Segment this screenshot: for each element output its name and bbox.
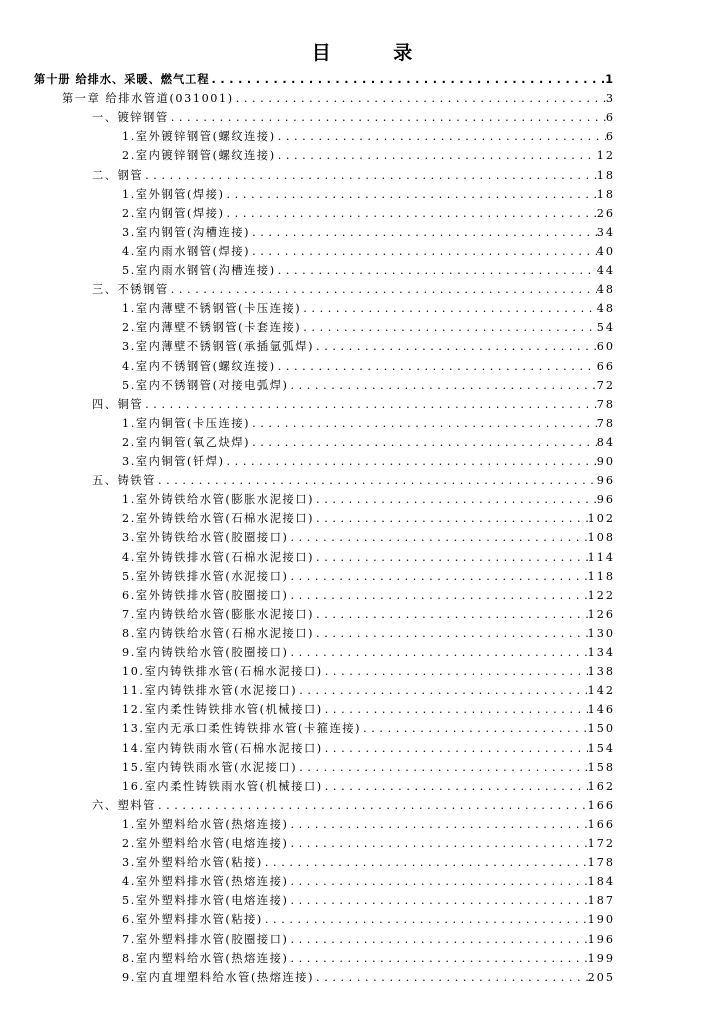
toc-item-entry <box>122 262 615 280</box>
toc-entry-page-number: 40 <box>596 244 615 258</box>
toc-entry-label: 5.室外铸铁排水管(水泥接口) <box>122 569 289 583</box>
toc-leader-dots <box>143 167 597 185</box>
toc-entry-page-number: 190 <box>587 913 615 927</box>
toc-leader-dots <box>156 797 588 815</box>
toc-entry-label: 10.室内铸铁排水管(石棉水泥接口) <box>122 665 323 679</box>
toc-entry-label: 16.室内柔性铸铁雨水管(机械接口) <box>122 779 323 793</box>
toc-item-entry <box>122 816 615 834</box>
toc-entry-page-number: 48 <box>596 283 615 297</box>
toc-leader-dots <box>250 415 597 433</box>
toc-entry-label: 8.室内铸铁给水管(石棉水泥接口) <box>122 626 315 640</box>
toc-entry-label: 4.室外塑料排水管(热熔连接) <box>122 875 289 889</box>
toc-leader-dots <box>263 854 588 872</box>
toc-entry-label: 3.室内铜管(钎焊) <box>122 455 225 468</box>
toc-entry-page-number: 118 <box>587 569 615 583</box>
toc-entry-label: 8.室内塑料给水管(热熔连接) <box>122 951 289 965</box>
toc-entry-label: 二、钢管 <box>92 168 144 182</box>
toc-entry-page-number: 154 <box>587 741 615 755</box>
toc-leader-dots <box>323 778 588 796</box>
toc-entry-label: 3.室外塑料给水管(粘接) <box>122 856 263 870</box>
toc-entry-page-number: 187 <box>587 894 615 908</box>
toc-entry-page-number: 196 <box>587 932 615 946</box>
toc-item-entry <box>122 319 615 337</box>
toc-section-entry <box>92 797 615 815</box>
toc-entry-label: 4.室内雨水钢管(焊接) <box>122 244 251 258</box>
toc-leader-dots <box>288 587 587 605</box>
toc-entry-page-number: 134 <box>587 646 615 659</box>
toc-leader-dots <box>276 262 597 280</box>
toc-leader-dots <box>288 931 587 949</box>
toc-entry-page-number: 44 <box>596 264 615 277</box>
toc-leader-dots <box>314 510 588 528</box>
toc-leader-dots <box>225 453 597 471</box>
toc-entry-page-number: 178 <box>587 856 615 870</box>
toc-entry-page-number: 6 <box>605 111 615 125</box>
toc-leader-dots <box>314 969 588 987</box>
toc-entry-label: 第一章 给排水管道(031001) <box>62 92 234 106</box>
toc-entry-label: 14.室内铸铁雨水管(石棉水泥接口) <box>122 741 323 755</box>
toc-entry-label: 11.室内铸铁排水管(水泥接口) <box>122 684 298 698</box>
toc-leader-dots <box>225 205 597 223</box>
toc-item-entry <box>122 931 615 949</box>
toc-entry-page-number: 205 <box>587 970 615 984</box>
toc-entry-page-number: 3 <box>605 92 615 106</box>
toc-entry-label: 3.室内钢管(沟槽连接) <box>122 225 251 239</box>
toc-entry-label: 2.室内薄壁不锈钢管(卡套连接) <box>122 321 302 335</box>
toc-leader-dots <box>210 71 606 89</box>
toc-entry-label: 5.室内雨水钢管(沟槽连接) <box>122 264 276 277</box>
toc-entry-page-number: 138 <box>587 665 615 679</box>
toc-entry-page-number: 6 <box>605 130 615 144</box>
toc-item-entry <box>122 243 615 261</box>
toc-entry-label: 5.室内不锈钢管(对接电弧焊) <box>122 378 289 392</box>
toc-entry-page-number: 158 <box>587 760 615 774</box>
toc-entry-page-number: 199 <box>587 951 615 965</box>
toc-leader-dots <box>301 319 596 337</box>
toc-entry-page-number: 26 <box>596 206 615 220</box>
toc-entry-page-number: 96 <box>596 474 615 488</box>
toc-leader-dots <box>276 128 606 146</box>
toc-section-entry <box>92 396 615 414</box>
toc-item-entry <box>122 358 615 376</box>
toc-entry-page-number: 150 <box>587 722 615 736</box>
toc-section-entry <box>92 109 615 127</box>
toc-item-entry <box>122 205 615 223</box>
toc-section-entry <box>92 167 615 185</box>
toc-leader-dots <box>250 434 597 452</box>
toc-item-entry <box>122 835 615 853</box>
toc-entry-label: 4.室内不锈钢管(螺纹连接) <box>122 359 276 373</box>
toc-item-entry <box>122 128 615 146</box>
toc-entry-label: 1.室外钢管(焊接) <box>122 187 225 201</box>
toc-item-entry <box>122 510 615 528</box>
toc-entry-page-number: 96 <box>596 493 615 507</box>
toc-entry-label: 9.室内直埋塑料给水管(热熔连接) <box>122 970 315 984</box>
toc-leader-dots <box>234 90 606 108</box>
toc-leader-dots <box>288 835 587 853</box>
toc-entry-label: 1.室外镀锌钢管(螺纹连接) <box>122 130 276 144</box>
toc-item-entry <box>122 300 615 318</box>
toc-item-entry <box>122 606 615 624</box>
toc-section-entry <box>92 281 615 299</box>
toc-entry-label: 1.室外塑料给水管(热熔连接) <box>122 817 289 831</box>
page-title: 目 录 <box>311 42 441 64</box>
toc-entry-page-number: 18 <box>596 187 615 201</box>
toc-volume-entry <box>34 71 615 89</box>
toc-entry-page-number: 108 <box>587 531 615 545</box>
toc-item-entry <box>122 377 615 395</box>
toc-entry-page-number: 78 <box>596 416 615 430</box>
toc-leader-dots <box>288 950 587 968</box>
toc-leader-dots <box>169 109 606 127</box>
toc-leader-dots <box>156 472 597 490</box>
toc-entry-label: 7.室外塑料排水管(胶圈接口) <box>122 932 289 946</box>
toc-entry-page-number: 34 <box>596 225 615 239</box>
toc-entry-label: 2.室内镀锌钢管(螺纹连接) <box>122 149 276 163</box>
toc-item-entry <box>122 778 615 796</box>
toc-entry-page-number: 122 <box>587 588 615 602</box>
toc-entry-page-number: 1 <box>605 73 615 86</box>
toc-entry-page-number: 78 <box>596 397 615 411</box>
toc-entry-label: 1.室外铸铁给水管(膨胀水泥接口) <box>122 493 315 507</box>
toc-chapter-entry <box>62 90 615 108</box>
toc-leader-dots <box>288 644 587 662</box>
toc-entry-label: 1.室内薄壁不锈钢管(卡压连接) <box>122 302 302 316</box>
toc-item-entry <box>122 663 615 681</box>
toc-item-entry <box>122 491 615 509</box>
toc-leader-dots <box>288 892 587 910</box>
toc-leader-dots <box>276 358 597 376</box>
toc-entry-page-number: 130 <box>587 626 615 640</box>
toc-entry-label: 第十册 给排水、采暖、燃气工程 <box>34 73 210 86</box>
toc-entry-page-number: 54 <box>596 321 615 335</box>
toc-leader-dots <box>250 243 597 261</box>
toc-entry-page-number: 90 <box>596 455 615 468</box>
toc-entry-page-number: 146 <box>587 703 615 717</box>
toc-item-entry <box>122 682 615 700</box>
toc-leader-dots <box>297 759 587 777</box>
toc-entry-page-number: 12 <box>596 149 615 163</box>
toc-entry-label: 13.室内无承口柔性铸铁排水管(卡箍连接) <box>122 722 362 736</box>
toc-item-entry <box>122 950 615 968</box>
toc-item-entry <box>122 911 615 929</box>
toc-leader-dots <box>288 568 587 586</box>
toc-leader-dots <box>323 663 588 681</box>
toc-leader-dots <box>361 720 588 738</box>
toc-entry-label: 5.室外塑料排水管(电熔连接) <box>122 894 289 908</box>
toc-entry-label: 2.室内铜管(氧乙炔焊) <box>122 435 251 449</box>
toc-item-entry <box>122 568 615 586</box>
toc-entry-page-number: 18 <box>596 168 615 182</box>
toc-leader-dots <box>314 549 588 567</box>
toc-item-entry <box>122 969 615 987</box>
toc-entry-label: 五、铸铁管 <box>92 474 156 488</box>
toc-leader-dots <box>314 338 597 356</box>
toc-leader-dots <box>250 224 597 242</box>
toc-leader-dots <box>288 377 596 395</box>
toc-entry-label: 四、铜管 <box>92 397 144 411</box>
toc-item-entry <box>122 854 615 872</box>
toc-item-entry <box>122 720 615 738</box>
toc-entry-label: 9.室内铸铁给水管(胶圈接口) <box>122 646 289 659</box>
toc-entry-page-number: 66 <box>596 359 615 373</box>
toc-entry-page-number: 126 <box>587 607 615 621</box>
toc-leader-dots <box>297 682 587 700</box>
toc-leader-dots <box>288 529 587 547</box>
toc-entry-label: 三、不锈钢管 <box>92 283 169 297</box>
toc-entry-page-number: 142 <box>587 684 615 698</box>
toc-leader-dots <box>288 816 587 834</box>
toc-item-entry <box>122 892 615 910</box>
toc-item-entry <box>122 625 615 643</box>
toc-item-entry <box>122 529 615 547</box>
toc-entry-label: 4.室外铸铁排水管(石棉水泥接口) <box>122 550 315 564</box>
toc-entry-label: 2.室内钢管(焊接) <box>122 206 225 220</box>
toc-entry-page-number: 166 <box>587 798 615 812</box>
toc-entry-label: 1.室内铜管(卡压连接) <box>122 416 251 430</box>
toc-item-entry <box>122 453 615 471</box>
toc-entry-label: 2.室外铸铁给水管(石棉水泥接口) <box>122 512 315 526</box>
toc-leader-dots <box>276 147 597 165</box>
toc-item-entry <box>122 549 615 567</box>
toc-entry-label: 15.室内铸铁雨水管(水泥接口) <box>122 760 298 774</box>
toc-leader-dots <box>288 873 587 891</box>
toc-leader-dots <box>143 396 597 414</box>
toc-leader-dots <box>225 186 597 204</box>
toc-item-entry <box>122 415 615 433</box>
toc-entry-page-number: 114 <box>587 550 615 564</box>
toc-section-entry <box>92 472 615 490</box>
toc-item-entry <box>122 587 615 605</box>
toc-item-entry <box>122 186 615 204</box>
toc-entry-label: 一、镀锌钢管 <box>92 111 169 125</box>
toc-leader-dots <box>263 911 588 929</box>
toc-entry-page-number: 166 <box>587 817 615 831</box>
toc-item-entry <box>122 740 615 758</box>
toc-item-entry <box>122 434 615 452</box>
toc-leader-dots <box>169 281 597 299</box>
toc-item-entry <box>122 873 615 891</box>
toc-leader-dots <box>314 491 597 509</box>
toc-entry-label: 3.室内薄壁不锈钢管(承插氩弧焊) <box>122 340 315 354</box>
toc-entry-label: 2.室外塑料给水管(电熔连接) <box>122 837 289 850</box>
toc-leader-dots <box>314 625 588 643</box>
toc-entry-label: 6.室外铸铁排水管(胶圈接口) <box>122 588 289 602</box>
toc-leader-dots <box>301 300 596 318</box>
toc-entry-label: 6.室外塑料排水管(粘接) <box>122 913 263 927</box>
toc-entry-label: 12.室内柔性铸铁排水管(机械接口) <box>122 703 323 717</box>
toc-item-entry <box>122 224 615 242</box>
toc-item-entry <box>122 644 615 662</box>
toc-entry-label: 7.室内铸铁给水管(膨胀水泥接口) <box>122 607 315 621</box>
toc-entry-page-number: 48 <box>596 302 615 316</box>
toc-entry-page-number: 72 <box>596 378 615 392</box>
toc-leader-dots <box>323 701 588 719</box>
toc-entry-page-number: 172 <box>587 837 615 850</box>
toc-leader-dots <box>314 606 588 624</box>
toc-item-entry <box>122 701 615 719</box>
toc-entry-page-number: 102 <box>587 512 615 526</box>
toc-entry-page-number: 84 <box>596 435 615 449</box>
toc-item-entry <box>122 759 615 777</box>
toc-entry-page-number: 162 <box>587 779 615 793</box>
toc-leader-dots <box>323 740 588 758</box>
toc-item-entry <box>122 147 615 165</box>
toc-item-entry <box>122 338 615 356</box>
toc-entry-page-number: 60 <box>596 340 615 354</box>
toc-entry-label: 六、塑料管 <box>92 798 156 812</box>
toc-entry-label: 3.室外铸铁给水管(胶圈接口) <box>122 531 289 545</box>
toc-entry-page-number: 184 <box>587 875 615 889</box>
